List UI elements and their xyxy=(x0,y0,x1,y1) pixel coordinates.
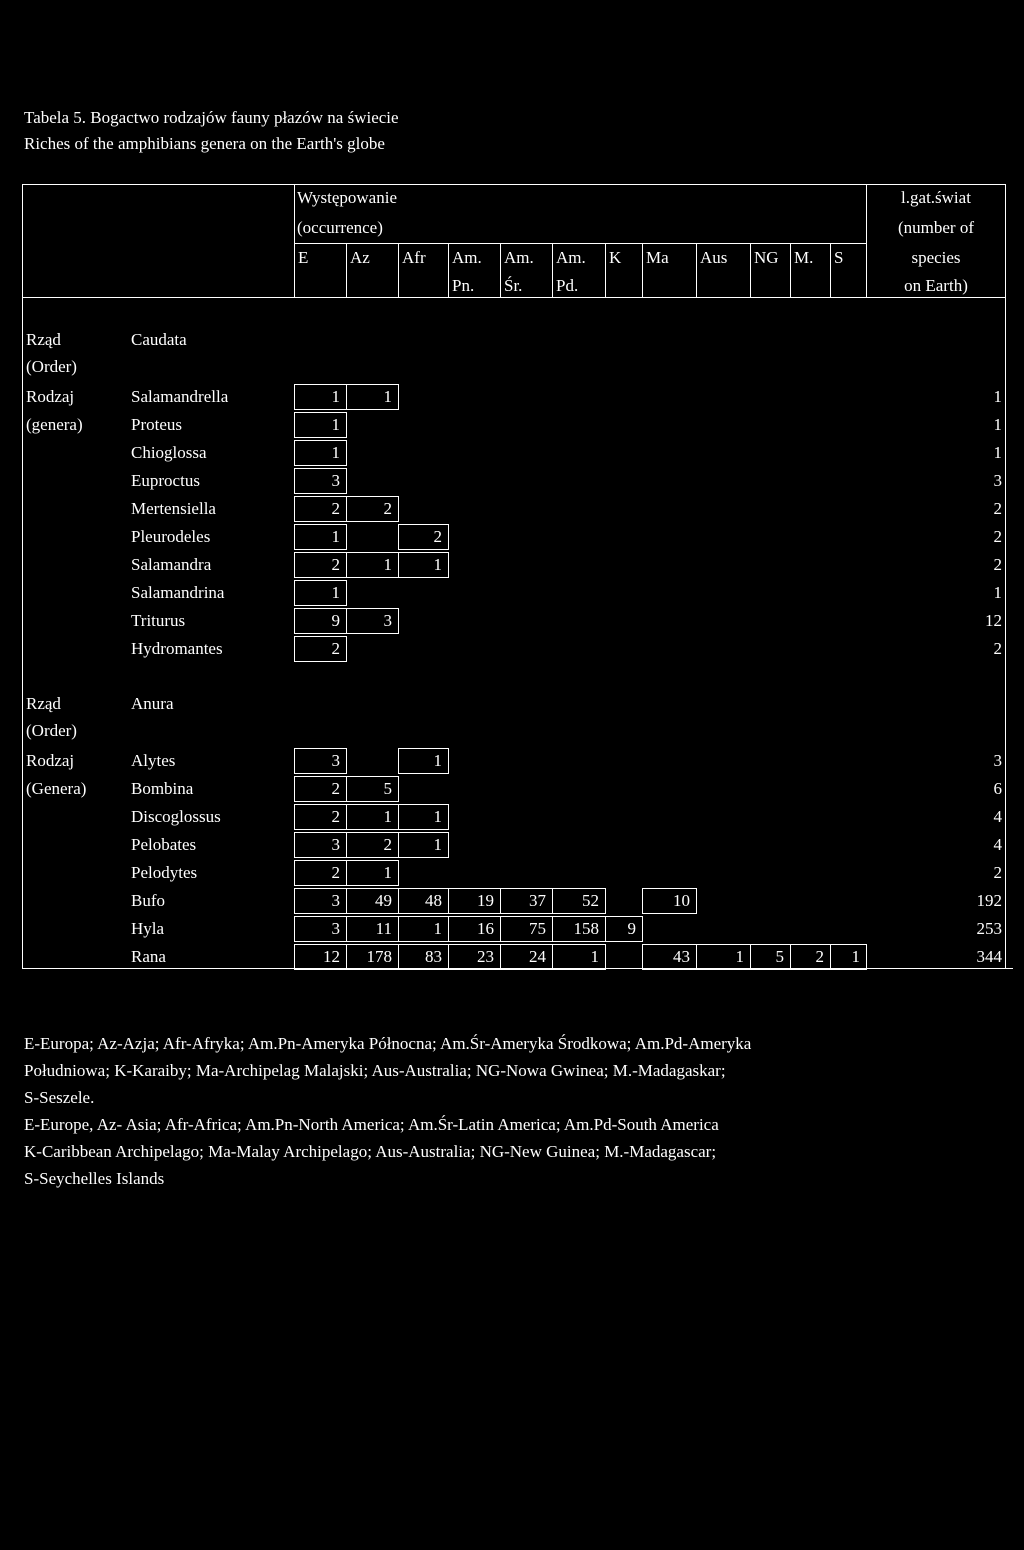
table-rule xyxy=(398,552,449,553)
total-species-header: on Earth) xyxy=(904,276,968,295)
table-rule xyxy=(294,184,295,297)
region-count-cell: 3 xyxy=(331,891,340,910)
region-count-cell: 3 xyxy=(331,751,340,770)
table-rule xyxy=(294,804,295,829)
table-rule xyxy=(696,243,697,297)
region-column-header: Az xyxy=(350,248,370,267)
legend-line: S-Seszele. xyxy=(24,1088,95,1107)
region-count-cell: 1 xyxy=(851,947,860,966)
region-column-header: S xyxy=(834,248,844,267)
region-count-cell: 9 xyxy=(627,919,636,938)
legend-line: Południowa; K-Karaiby; Ma-Archipelag Malajski; Aus-Australia; NG-Nowa Gwinea; M.-Madagaskar; xyxy=(24,1061,726,1080)
table-rule xyxy=(294,888,347,889)
region-column-header: Śr. xyxy=(504,276,523,295)
table-rule xyxy=(294,885,347,886)
genus-name: Hydromantes xyxy=(131,639,223,658)
table-rule xyxy=(552,916,606,917)
genus-label: Rodzaj xyxy=(26,387,75,406)
table-rule xyxy=(346,409,399,410)
table-rule xyxy=(346,913,399,914)
table-rule xyxy=(294,860,295,885)
region-count-cell: 48 xyxy=(425,891,442,910)
table-rule xyxy=(398,243,399,297)
order-label-en: (Order) xyxy=(26,357,77,376)
genus-name: Proteus xyxy=(131,415,182,434)
table-rule xyxy=(294,440,295,465)
genus-label: Rodzaj xyxy=(26,751,75,770)
genus-name: Hyla xyxy=(131,919,165,938)
table-rule xyxy=(22,297,1006,298)
table-rule xyxy=(500,944,553,945)
table-rule xyxy=(294,437,347,438)
table-rule xyxy=(294,776,347,777)
region-count-cell: 1 xyxy=(331,527,340,546)
table-rule xyxy=(294,636,347,637)
table-rule xyxy=(294,633,347,634)
table-rule xyxy=(830,969,867,970)
region-count-cell: 178 xyxy=(366,947,392,966)
region-count-cell: 2 xyxy=(331,499,340,518)
region-count-cell: 75 xyxy=(529,919,546,938)
table-rule xyxy=(500,913,553,914)
total-species-value: 1 xyxy=(993,387,1002,406)
total-species-value: 2 xyxy=(993,863,1002,882)
region-count-cell: 19 xyxy=(477,891,494,910)
total-species-value: 2 xyxy=(993,555,1002,574)
table-rule xyxy=(294,832,347,833)
table-rule xyxy=(398,748,399,773)
region-column-header: Am. xyxy=(504,248,534,267)
table-rule xyxy=(398,969,449,970)
region-count-cell: 2 xyxy=(433,527,442,546)
table-rule xyxy=(448,552,449,577)
table-rule xyxy=(294,944,347,945)
region-count-cell: 5 xyxy=(383,779,392,798)
table-rule xyxy=(294,440,347,441)
region-count-cell: 1 xyxy=(331,387,340,406)
region-count-cell: 1 xyxy=(433,919,442,938)
table-rule xyxy=(294,916,295,941)
genus-name: Discoglossus xyxy=(131,807,221,826)
region-column-header: M. xyxy=(794,248,814,267)
total-species-value: 192 xyxy=(976,891,1002,910)
table-rule xyxy=(346,916,399,917)
table-rule xyxy=(605,888,606,913)
table-rule xyxy=(398,832,449,833)
table-rule xyxy=(346,636,347,661)
region-count-cell: 16 xyxy=(477,919,494,938)
table-rule xyxy=(346,941,399,942)
genus-name: Salamandrina xyxy=(131,583,225,602)
order-label-en: (Order) xyxy=(26,721,77,740)
total-species-value: 2 xyxy=(993,499,1002,518)
genus-name: Rana xyxy=(131,947,166,966)
region-column-header: Pd. xyxy=(556,276,579,295)
table-rule xyxy=(750,243,751,297)
region-count-cell: 1 xyxy=(433,555,442,574)
table-rule xyxy=(398,608,399,633)
table-rule xyxy=(552,969,606,970)
region-count-cell: 11 xyxy=(375,919,392,938)
region-count-cell: 1 xyxy=(383,807,392,826)
table-rule xyxy=(398,773,449,774)
table-rule xyxy=(294,384,347,385)
table-rule xyxy=(398,549,449,550)
table-rule xyxy=(830,243,831,297)
region-count-cell: 1 xyxy=(331,415,340,434)
table-rule xyxy=(642,888,697,889)
table-rule xyxy=(294,832,295,857)
total-species-header: l.gat.świat xyxy=(901,188,971,207)
table-rule xyxy=(346,829,399,830)
table-rule xyxy=(346,748,347,773)
table-rule xyxy=(346,496,399,497)
region-count-cell: 1 xyxy=(433,835,442,854)
region-count-cell: 2 xyxy=(331,555,340,574)
total-species-value: 1 xyxy=(993,415,1002,434)
region-count-cell: 2 xyxy=(331,807,340,826)
region-count-cell: 43 xyxy=(673,947,690,966)
table-rule xyxy=(346,776,399,777)
table-rule xyxy=(398,860,399,885)
table-rule xyxy=(552,941,606,942)
table-rule xyxy=(346,860,399,861)
table-rule xyxy=(696,944,751,945)
abbreviations-legend xyxy=(24,1030,1014,1192)
region-column-header: NG xyxy=(754,248,779,267)
total-species-value: 4 xyxy=(993,807,1002,826)
table-rule xyxy=(398,524,399,549)
table-rule xyxy=(448,524,449,549)
genus-name: Alytes xyxy=(131,751,176,770)
region-count-cell: 10 xyxy=(673,891,690,910)
table-rule xyxy=(448,969,501,970)
table-rule xyxy=(398,944,449,945)
table-rule xyxy=(294,605,347,606)
table-rule xyxy=(294,661,347,662)
table-rule xyxy=(605,944,606,969)
table-rule xyxy=(294,465,347,466)
total-species-value: 344 xyxy=(976,947,1002,966)
table-rule xyxy=(448,832,449,857)
table-rule xyxy=(346,412,347,437)
total-species-value: 3 xyxy=(993,751,1002,770)
table-rule xyxy=(346,521,399,522)
total-species-value: 4 xyxy=(993,835,1002,854)
table-rule xyxy=(790,969,831,970)
table-rule xyxy=(642,944,697,945)
table-rule xyxy=(294,577,347,578)
table-rule xyxy=(22,184,23,968)
region-column-header: Afr xyxy=(402,248,426,267)
region-count-cell: 1 xyxy=(331,443,340,462)
table-rule xyxy=(294,468,347,469)
table-rule xyxy=(346,384,399,385)
table-rule xyxy=(790,243,791,297)
table-rule xyxy=(398,577,449,578)
table-rule xyxy=(642,944,643,969)
table-rule xyxy=(500,916,553,917)
table-rule xyxy=(294,776,295,801)
order-label: Rząd xyxy=(26,694,61,713)
table-rule xyxy=(294,804,347,805)
table-rule xyxy=(294,496,347,497)
region-count-cell: 1 xyxy=(735,947,744,966)
table-rule xyxy=(346,577,399,578)
table-rule xyxy=(294,969,347,970)
table-rule xyxy=(346,524,347,549)
table-rule xyxy=(346,857,399,858)
table-rule xyxy=(294,941,347,942)
table-rule xyxy=(294,468,295,493)
table-rule xyxy=(294,773,347,774)
region-column-header: Ma xyxy=(646,248,669,267)
table-rule xyxy=(294,857,347,858)
genus-name: Euproctus xyxy=(131,471,200,490)
region-column-header: K xyxy=(609,248,622,267)
table-rule xyxy=(294,384,295,409)
table-rule xyxy=(448,913,501,914)
genus-name: Mertensiella xyxy=(131,499,216,518)
table-rule xyxy=(346,468,347,493)
table-rule xyxy=(294,748,347,749)
table-rule xyxy=(346,552,399,553)
table-rule xyxy=(398,524,449,525)
region-count-cell: 3 xyxy=(331,471,340,490)
table-rule xyxy=(500,941,553,942)
table-rule xyxy=(696,969,751,970)
table-rule xyxy=(294,521,347,522)
table-rule xyxy=(552,888,606,889)
table-rule xyxy=(294,243,867,244)
table-rule xyxy=(294,552,295,577)
genus-name: Chioglossa xyxy=(131,443,207,462)
table-rule xyxy=(552,944,606,945)
region-column-header: Aus xyxy=(700,248,728,267)
table-rule xyxy=(448,944,501,945)
region-count-cell: 2 xyxy=(331,639,340,658)
table-rule xyxy=(346,440,347,465)
order-name: Caudata xyxy=(131,330,187,349)
table-rule xyxy=(346,580,347,605)
table-rule xyxy=(398,384,399,409)
table-rule xyxy=(398,748,449,749)
table-rule xyxy=(346,888,399,889)
table-rule xyxy=(448,916,501,917)
order-label: Rząd xyxy=(26,330,61,349)
table-rule xyxy=(642,916,643,941)
table-rule xyxy=(750,969,791,970)
table-rule xyxy=(294,748,295,773)
region-count-cell: 3 xyxy=(331,919,340,938)
total-species-header: species xyxy=(911,248,961,267)
region-count-cell: 1 xyxy=(433,807,442,826)
table-rule xyxy=(294,636,295,661)
table-rule xyxy=(605,916,643,917)
table-rule xyxy=(696,888,697,913)
table-rule xyxy=(294,913,347,914)
table-rule xyxy=(1005,184,1006,968)
genus-label-en: (genera) xyxy=(26,415,83,434)
table-rule xyxy=(294,493,347,494)
region-count-cell: 1 xyxy=(383,555,392,574)
region-count-cell: 12 xyxy=(323,947,340,966)
genus-name: Triturus xyxy=(131,611,186,630)
table-rule xyxy=(294,888,295,913)
region-count-cell: 9 xyxy=(331,611,340,630)
table-rule xyxy=(398,941,449,942)
region-count-cell: 2 xyxy=(383,499,392,518)
genus-name: Pelobates xyxy=(131,835,197,854)
table-rule xyxy=(346,801,399,802)
table-rule xyxy=(750,944,791,945)
region-count-cell: 24 xyxy=(529,947,546,966)
occurrence-label-en: (occurrence) xyxy=(297,218,383,237)
genus-name: Pleurodeles xyxy=(131,527,211,546)
table-rule xyxy=(398,776,399,801)
region-count-cell: 49 xyxy=(375,891,392,910)
total-species-value: 3 xyxy=(993,471,1002,490)
table-rule xyxy=(346,243,347,297)
table-rule xyxy=(294,412,347,413)
table-rule xyxy=(790,944,831,945)
table-rule xyxy=(642,888,643,913)
total-species-value: 2 xyxy=(993,527,1002,546)
region-count-cell: 2 xyxy=(383,835,392,854)
region-count-cell: 83 xyxy=(425,947,442,966)
legend-line: K-Caribbean Archipelago; Ma-Malay Archipelago; Aus-Australia; NG-New Guinea; M.-Madagascar; xyxy=(24,1142,717,1161)
table-rule xyxy=(552,913,606,914)
region-count-cell: 1 xyxy=(383,387,392,406)
region-count-cell: 37 xyxy=(529,891,546,910)
region-count-cell: 1 xyxy=(331,583,340,602)
table-rule xyxy=(500,888,553,889)
legend-line: E-Europe, Az- Asia; Afr-Africa; Am.Pn-North America; Am.Śr-Latin America; Am.Pd-South America xyxy=(24,1115,719,1134)
table-rule xyxy=(398,888,449,889)
table-rule xyxy=(448,804,449,829)
total-species-value: 253 xyxy=(976,919,1002,938)
table-rule xyxy=(605,941,643,942)
order-name: Anura xyxy=(131,694,174,713)
table-rule xyxy=(398,916,449,917)
table-rule xyxy=(866,184,867,297)
table-rule xyxy=(552,243,553,297)
table-rule xyxy=(294,860,347,861)
region-column-header: Am. xyxy=(556,248,586,267)
genus-name: Salamandrella xyxy=(131,387,229,406)
table-rule xyxy=(398,804,449,805)
table-rule xyxy=(346,944,399,945)
genus-name: Salamandra xyxy=(131,555,212,574)
region-count-cell: 1 xyxy=(383,863,392,882)
table-rule xyxy=(398,913,449,914)
table-rule xyxy=(642,913,697,914)
region-count-cell: 2 xyxy=(815,947,824,966)
table-rule xyxy=(448,941,501,942)
genus-label-en: (Genera) xyxy=(26,779,87,798)
region-count-cell: 2 xyxy=(331,863,340,882)
table-title-pl: Tabela 5. Bogactwo rodzajów fauny płazów na świecie xyxy=(24,108,399,127)
region-count-cell: 3 xyxy=(383,611,392,630)
table-rule xyxy=(346,832,399,833)
legend-line: E-Europa; Az-Azja; Afr-Afryka; Am.Pn-Ameryka Północna; Am.Śr-Ameryka Środkowa; Am.Pd-Ameryka xyxy=(24,1034,752,1053)
region-count-cell: 23 xyxy=(477,947,494,966)
table-rule xyxy=(294,608,347,609)
table-rule xyxy=(294,944,295,969)
table-rule xyxy=(605,243,606,297)
table-rule xyxy=(294,801,347,802)
table-rule xyxy=(294,552,347,553)
table-rule xyxy=(294,829,347,830)
table-rule xyxy=(346,885,399,886)
table-rule xyxy=(500,243,501,297)
table-rule xyxy=(346,804,399,805)
genus-name: Bombina xyxy=(131,779,194,798)
table-rule xyxy=(346,969,399,970)
region-count-cell: 52 xyxy=(582,891,599,910)
table-rule xyxy=(294,608,295,633)
region-count-cell: 3 xyxy=(331,835,340,854)
table-rule xyxy=(346,633,399,634)
region-count-cell: 158 xyxy=(573,919,599,938)
region-count-cell: 2 xyxy=(331,779,340,798)
region-column-header: E xyxy=(298,248,309,267)
table-rule xyxy=(294,412,295,437)
table-rule xyxy=(398,829,449,830)
table-rule xyxy=(346,608,399,609)
table-rule xyxy=(294,409,347,410)
total-species-value: 1 xyxy=(993,583,1002,602)
table-rule xyxy=(294,916,347,917)
table-rule xyxy=(294,549,347,550)
total-species-value: 12 xyxy=(985,611,1002,630)
table-rule xyxy=(294,524,347,525)
table-rule xyxy=(866,944,867,969)
occurrence-label: Występowanie xyxy=(297,188,397,207)
table-rule xyxy=(22,184,1006,185)
table-rule xyxy=(294,496,295,521)
table-rule xyxy=(448,243,449,297)
total-species-value: 6 xyxy=(993,779,1002,798)
table-rule xyxy=(448,748,449,773)
table-rule xyxy=(294,580,347,581)
table-rule xyxy=(294,524,295,549)
region-column-header: Am. xyxy=(452,248,482,267)
region-count-cell: 5 xyxy=(775,947,784,966)
table-title-en: Riches of the amphibians genera on the Earth's globe xyxy=(24,134,385,153)
genus-name: Bufo xyxy=(131,891,165,910)
total-species-value: 2 xyxy=(993,639,1002,658)
table-rule xyxy=(398,857,449,858)
region-count-cell: 1 xyxy=(433,751,442,770)
table-rule xyxy=(642,243,643,297)
total-species-header: (number of xyxy=(897,218,974,237)
region-column-header: Pn. xyxy=(452,276,475,295)
genus-name: Pelodytes xyxy=(131,863,198,882)
legend-line: S-Seychelles Islands xyxy=(24,1169,165,1188)
table-rule xyxy=(294,580,295,605)
table-rule xyxy=(398,496,399,521)
table-rule xyxy=(448,888,501,889)
table-rule xyxy=(500,969,553,970)
table-rule xyxy=(642,969,697,970)
total-species-value: 1 xyxy=(993,443,1002,462)
region-count-cell: 1 xyxy=(590,947,599,966)
table-rule xyxy=(830,944,867,945)
